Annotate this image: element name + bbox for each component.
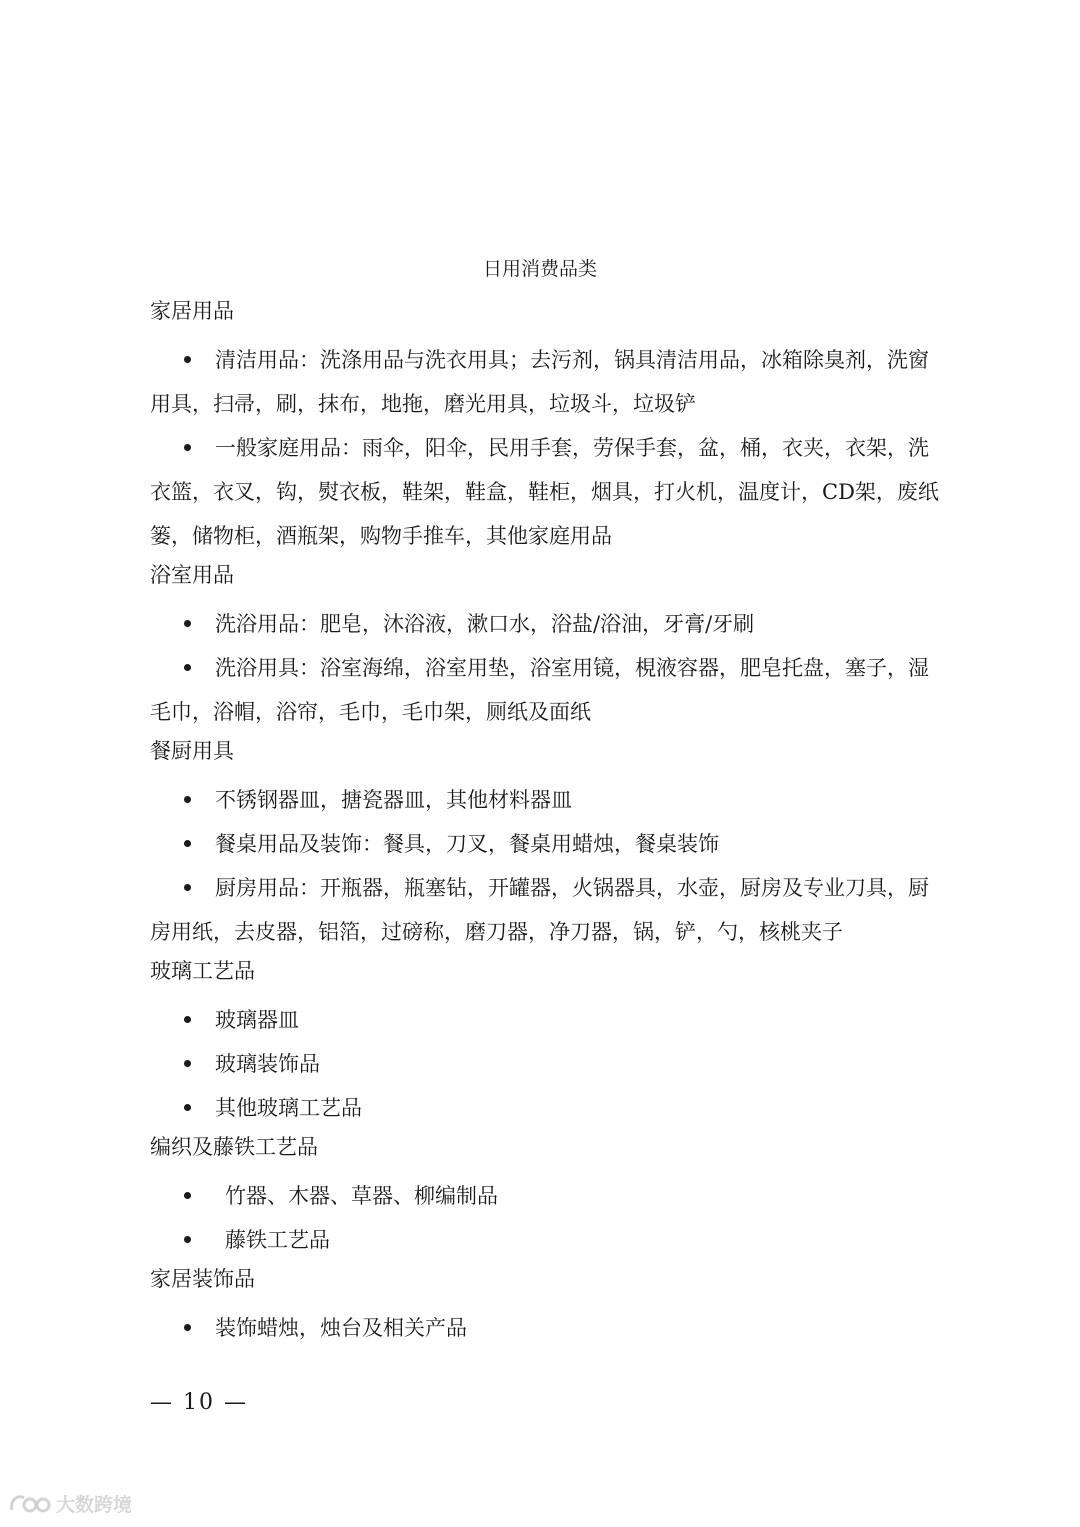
list-item: 玻璃装饰品 bbox=[150, 1042, 940, 1086]
watermark-logo-icon bbox=[8, 1490, 52, 1516]
list-item: 装饰蜡烛，烛台及相关产品 bbox=[150, 1306, 940, 1350]
bullet-icon bbox=[184, 444, 191, 451]
list-item: 其他玻璃工艺品 bbox=[150, 1086, 940, 1130]
list-item: 洗浴用品：肥皂，沐浴液，漱口水，浴盐/浴油，牙膏/牙刷 bbox=[150, 602, 940, 646]
section-heading: 餐厨用具 bbox=[150, 739, 234, 763]
list-item: 厨房用品：开瓶器，瓶塞钻，开罐器，火锅器具，水壶，厨房及专业刀具，厨房用纸，去皮器，铝箔，过磅称，磨刀器，净刀器，锅，铲，勺，核桃夹子 bbox=[150, 876, 929, 944]
page-title: 日用消费品类 bbox=[482, 258, 597, 280]
bullet-icon bbox=[184, 796, 191, 803]
section-household bbox=[150, 294, 940, 558]
section-heading: 浴室用品 bbox=[150, 563, 234, 587]
list-item: 清洁用品：洗涤用品与洗衣用具；去污剂，锅具清洁用品，冰箱除臭剂，洗窗用具，扫帚，刷，抹布，地拖，磨光用具，垃圾斗，垃圾铲 bbox=[150, 348, 929, 416]
bullet-icon bbox=[184, 1324, 191, 1331]
section-heading: 家居装饰品 bbox=[150, 1267, 255, 1291]
list-item: 竹器、木器、草器、柳编制品 bbox=[150, 1174, 940, 1218]
bullet-icon bbox=[184, 1236, 191, 1243]
list-item: 洗浴用具：浴室海绵，浴室用垫，浴室用镜，梘液容器，肥皂托盘，塞子，湿毛巾，浴帽，浴帘，毛巾，毛巾架，厕纸及面纸 bbox=[150, 656, 929, 724]
bullet-icon bbox=[184, 356, 191, 363]
watermark-text: 大数跨境 bbox=[56, 1493, 133, 1516]
bullet-icon bbox=[184, 840, 191, 847]
bullet-icon bbox=[184, 1060, 191, 1067]
bullet-icon bbox=[184, 1104, 191, 1111]
list-item: 藤铁工艺品 bbox=[150, 1218, 940, 1262]
page-number: — 10 — bbox=[150, 1390, 248, 1415]
bullet-icon bbox=[184, 884, 191, 891]
section-heading: 玻璃工艺品 bbox=[150, 959, 255, 983]
bullet-icon bbox=[184, 1192, 191, 1199]
bullet-icon bbox=[184, 1016, 191, 1023]
section-heading: 家居用品 bbox=[150, 299, 234, 323]
section-glass-crafts bbox=[150, 954, 940, 1130]
list-item: 不锈钢器皿，搪瓷器皿，其他材料器皿 bbox=[150, 778, 940, 822]
section-home-decor bbox=[150, 1262, 940, 1350]
section-kitchenware bbox=[150, 734, 940, 954]
section-bathroom bbox=[150, 558, 940, 734]
list-item: 玻璃器皿 bbox=[150, 998, 940, 1042]
section-woven-crafts bbox=[150, 1130, 940, 1262]
list-item: 餐桌用品及装饰：餐具，刀叉，餐桌用蜡烛，餐桌装饰 bbox=[150, 822, 940, 866]
document-body bbox=[150, 294, 940, 1350]
bullet-icon bbox=[184, 664, 191, 671]
list-item: 一般家庭用品：雨伞，阳伞，民用手套，劳保手套，盆，桶，衣夹，衣架，洗衣篮，衣叉，钩，熨衣板，鞋架，鞋盒，鞋柜，烟具，打火机，温度计，CD架，废纸篓，储物柜，酒瓶架，购物手推车，其他家庭用品 bbox=[150, 436, 939, 548]
bullet-icon bbox=[184, 620, 191, 627]
section-heading: 编织及藤铁工艺品 bbox=[150, 1135, 318, 1159]
watermark bbox=[8, 1488, 132, 1518]
